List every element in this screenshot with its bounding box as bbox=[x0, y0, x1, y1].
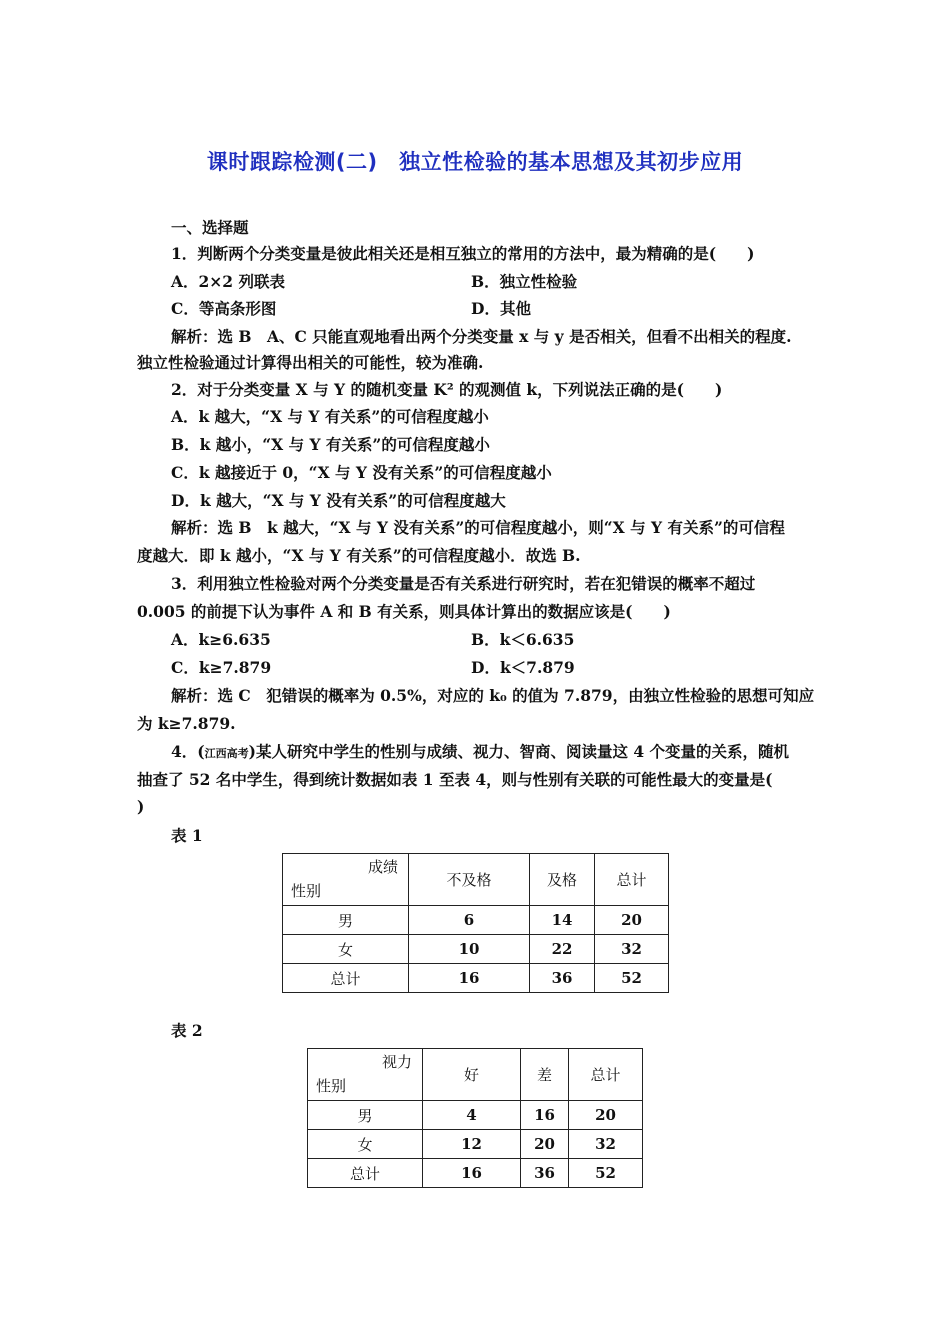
table2-corner-top: 视力 bbox=[381, 1053, 412, 1071]
q3-analysis-line1: 解析：选 C 犯错误的概率为 0.5%，对应的 k₀ 的值为 7.879，由独立性检验的思想可知应 bbox=[171, 686, 815, 705]
q1-analysis-line2: 独立性检验通过计算得出相关的可能性，较为准确. bbox=[137, 353, 484, 372]
table1-header: 不及格 bbox=[409, 854, 530, 906]
table1-header: 及格 bbox=[530, 854, 595, 906]
table-row bbox=[283, 906, 669, 935]
q3-option-b: B．k＜6.635 bbox=[471, 630, 575, 649]
table1-cell: 10 bbox=[409, 935, 530, 964]
table2 bbox=[307, 1048, 643, 1188]
q2-option-c: C．k 越接近于 0，“X 与 Y 没有关系”的可信程度越小 bbox=[171, 463, 552, 482]
table2-corner-bottom: 性别 bbox=[316, 1077, 347, 1095]
table1-cell: 14 bbox=[530, 906, 595, 935]
table2-cell: 16 bbox=[423, 1159, 521, 1188]
table1-row-label: 男 bbox=[283, 906, 409, 935]
table1-cell: 20 bbox=[595, 906, 669, 935]
q2-stem: 2．对于分类变量 X 与 Y 的随机变量 K² 的观测值 k，下列说法正确的是( ) bbox=[171, 380, 723, 399]
table-row bbox=[283, 935, 669, 964]
table2-row-label: 总计 bbox=[308, 1159, 423, 1188]
table1-caption: 表 1 bbox=[171, 826, 203, 845]
q3-option-d: D．k＜7.879 bbox=[471, 658, 575, 677]
table2-caption: 表 2 bbox=[171, 1021, 203, 1040]
table2-row-label: 女 bbox=[308, 1130, 423, 1159]
q1-analysis-line1: 解析：选 B A、C 只能直观地看出两个分类变量 x 与 y 是否相关，但看不出相关的程度. bbox=[171, 327, 792, 346]
table2-cell: 12 bbox=[423, 1130, 521, 1159]
q4-stem-rest: )某人研究中学生的性别与成绩、视力、智商、阅读量这 4 个变量的关系，随机 bbox=[248, 742, 790, 761]
table1-cell: 32 bbox=[595, 935, 669, 964]
table1-cell: 16 bbox=[409, 964, 530, 993]
q1-option-a: A．2×2 列联表 bbox=[171, 272, 285, 291]
table1-cell: 52 bbox=[595, 964, 669, 993]
table2-header: 好 bbox=[423, 1049, 521, 1101]
q4-stem-line2: 抽查了 52 名中学生，得到统计数据如表 1 至表 4，则与性别有关联的可能性最大的变量是( bbox=[137, 770, 773, 789]
q3-analysis-line2: 为 k≥7.879. bbox=[137, 714, 236, 733]
table1-corner-bottom: 性别 bbox=[291, 882, 322, 900]
q4-number: 4．( bbox=[171, 742, 205, 761]
section-heading: 一、选择题 bbox=[171, 219, 249, 237]
page-title: 课时跟踪检测(二) 独立性检验的基本思想及其初步应用 bbox=[206, 150, 744, 174]
table2-cell: 20 bbox=[569, 1101, 643, 1130]
table1-header: 总计 bbox=[595, 854, 669, 906]
table-row bbox=[308, 1130, 643, 1159]
table-row bbox=[283, 964, 669, 993]
table1-cell: 6 bbox=[409, 906, 530, 935]
table2-corner-cell bbox=[308, 1049, 423, 1101]
table2-cell: 36 bbox=[521, 1159, 569, 1188]
q4-stem-line3: ) bbox=[137, 797, 145, 816]
table-row bbox=[308, 1101, 643, 1130]
q1-option-c: C．等高条形图 bbox=[171, 299, 277, 318]
table2-header: 总计 bbox=[569, 1049, 643, 1101]
table1-cell: 22 bbox=[530, 935, 595, 964]
q3-stem-line1: 3．利用独立性检验对两个分类变量是否有关系进行研究时，若在犯错误的概率不超过 bbox=[171, 574, 756, 593]
q1-stem: 1．判断两个分类变量是彼此相关还是相互独立的常用的方法中，最为精确的是( ) bbox=[171, 244, 755, 263]
q3-stem-line2: 0.005 的前提下认为事件 A 和 B 有关系，则具体计算出的数据应该是( ) bbox=[137, 602, 671, 621]
table2-cell: 52 bbox=[569, 1159, 643, 1188]
table1-corner-top: 成绩 bbox=[367, 858, 398, 876]
q3-option-c: C．k≥7.879 bbox=[171, 658, 272, 677]
q3-option-a: A．k≥6.635 bbox=[171, 630, 271, 649]
table2-cell: 20 bbox=[521, 1130, 569, 1159]
table1 bbox=[282, 853, 669, 993]
q2-option-b: B．k 越小，“X 与 Y 有关系”的可信程度越小 bbox=[171, 435, 490, 454]
q2-analysis-line1: 解析：选 B k 越大，“X 与 Y 没有关系”的可信程度越小，则“X 与 Y 有关系”的可信程 bbox=[171, 518, 785, 537]
table1-row-label: 女 bbox=[283, 935, 409, 964]
table1-cell: 36 bbox=[530, 964, 595, 993]
table1-corner-cell bbox=[283, 854, 409, 906]
q2-analysis-line2: 度越大．即 k 越小，“X 与 Y 有关系”的可信程度越小．故选 B. bbox=[137, 546, 581, 565]
table2-cell: 16 bbox=[521, 1101, 569, 1130]
table2-cell: 32 bbox=[569, 1130, 643, 1159]
q2-option-a: A．k 越大，“X 与 Y 有关系”的可信程度越小 bbox=[171, 407, 489, 426]
table2-header: 差 bbox=[521, 1049, 569, 1101]
q1-option-d: D．其他 bbox=[471, 299, 531, 318]
table1-row-label: 总计 bbox=[283, 964, 409, 993]
table-row bbox=[308, 1159, 643, 1188]
q4-stem-line1 bbox=[171, 742, 789, 764]
q1-option-b: B．独立性检验 bbox=[471, 272, 578, 291]
table2-row-label: 男 bbox=[308, 1101, 423, 1130]
q2-option-d: D．k 越大，“X 与 Y 没有关系”的可信程度越大 bbox=[171, 491, 506, 510]
q4-source-tag: 江西高考 bbox=[204, 747, 249, 760]
table2-cell: 4 bbox=[423, 1101, 521, 1130]
